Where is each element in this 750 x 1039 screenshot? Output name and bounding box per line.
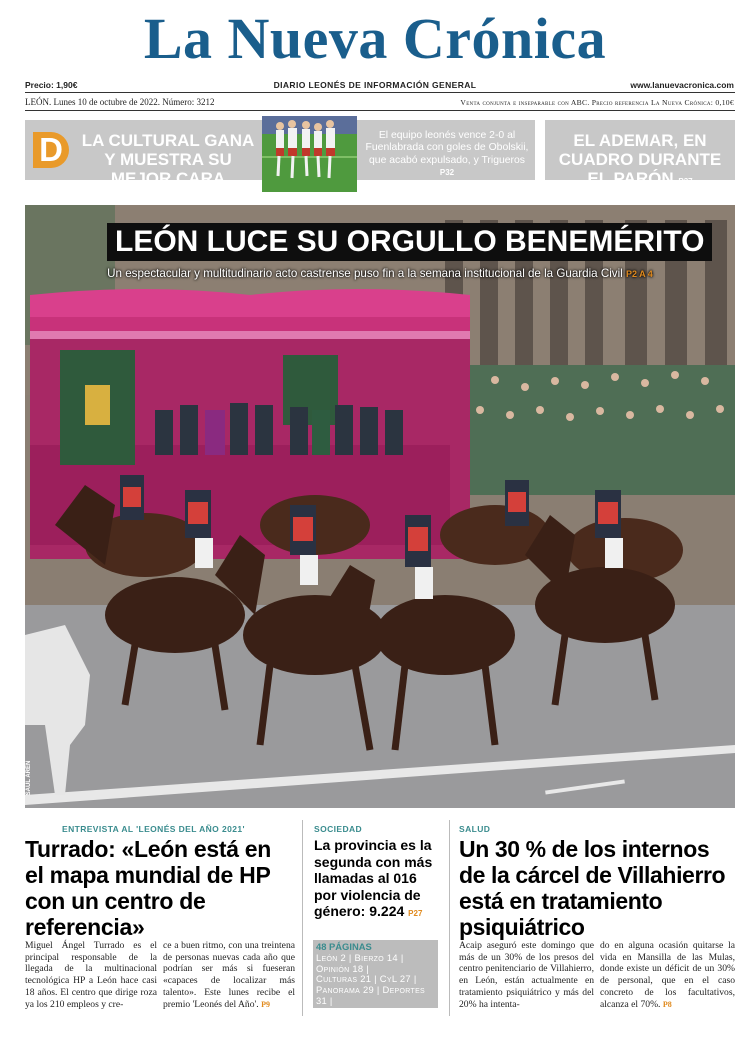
tagline: DIARIO LEONÉS DE INFORMACIÓN GENERAL — [273, 80, 477, 90]
promo-cultural[interactable] — [25, 120, 262, 188]
left-story-col1: Miguel Ángel Turrado es el principal responsable de la llegada de la multinacional tecnológica HP a León hace casi 18 años. El centro que dirige roza ya los 210 empleos y cre- — [25, 940, 157, 1010]
website-link[interactable]: www.lanuevacronica.com — [630, 80, 734, 90]
lead-headline: LEÓN LUCE SU ORGULLO BENEMÉRITO — [107, 223, 712, 261]
right-story-col2: do en alguna ocasión quitarse la vida en Mansilla de las Mulas, donde existe un déficit de un 30% de personal, que en el caso concreto de los facultativos, alcanza el 70%. — [600, 940, 735, 1010]
promo-cultural-page: P32 — [439, 168, 455, 178]
right-story-headline[interactable]: Un 30 % de los internos de la cárcel de Villahierro está en tratamiento psiquiátrico — [459, 836, 726, 940]
index-line-1: León 2 | Bierzo 14 | Opinión 18 | — [316, 951, 404, 974]
index-line-3: Panorama 29 | Deportes 31 | — [316, 984, 426, 1006]
index-line-4: Servicios 39 | Tiempo 43 | — [316, 1005, 431, 1017]
left-story-col2: ce a buen ritmo, con una treintena de personas nuevas cada año que podrían ser más si fueseran «capaces de localizar más talento». Este lunes recibe el premio 'Leonés del Año'. — [163, 940, 295, 1010]
column-divider-right — [449, 820, 450, 1016]
photo-credit: SAÚL ARÉN — [26, 760, 32, 796]
promo-cultural-summary: El equipo leonés vence 2-0 al Fuenlabrada con goles de Obolskii, que acabó expulsado, y Trigueros — [365, 130, 529, 166]
index-line-6: A la contra 48 — [316, 1027, 383, 1039]
lead-subhead: Un espectacular y multitudinario acto castrense puso fin a la semana institucional de la Guardia Civil — [107, 267, 623, 280]
masthead-rule-top — [25, 92, 735, 93]
dateline: LEÓN. Lunes 10 de octubre de 2022. Número: 3212 — [25, 97, 215, 107]
index-line-5: Cines 45 | Televisión 46 | — [316, 1016, 429, 1028]
lead-page-ref: P2 A 4 — [625, 269, 653, 279]
page-index-box — [313, 940, 438, 1039]
column-divider-left — [302, 820, 303, 1016]
right-story-kicker: SALUD — [459, 824, 491, 834]
index-line-2: Culturas 21 | CyL 27 | — [316, 973, 417, 985]
right-story-page: P8 — [662, 999, 672, 1009]
left-story-page: P9 — [261, 999, 270, 1009]
left-story-headline[interactable]: Turrado: «León está en el mapa mundial de HP con un centro de referencia» — [25, 836, 272, 940]
middle-story-page: P27 — [408, 909, 423, 918]
promo-cultural-text[interactable] — [357, 120, 535, 180]
promo-ademar-headline: EL ADEMAR, EN CUADRO DURANTE EL PARÓN — [558, 131, 722, 188]
index-page-count: 48 PÁGINAS — [316, 941, 372, 952]
promo-cultural-headline: LA CULTURAL GANA Y MUESTRA SU MEJOR CARA — [81, 131, 255, 188]
promo-football-photo — [262, 116, 357, 192]
left-story-kicker: ENTREVISTA AL 'LEONÉS DEL AÑO 2021' — [62, 824, 245, 834]
middle-story-headline[interactable]: La provincia es la segunda con más llamadas al 016 por violencia de género: 9.224 — [314, 837, 433, 919]
joint-sale-note: Venta conjunta e inseparable con ABC. Precio referencia La Nueva Crónica: 0,10€ — [460, 98, 734, 107]
promo-ademar-page: P37 — [678, 177, 693, 186]
promo-ademar[interactable] — [545, 120, 735, 188]
sports-section-letter: D — [33, 132, 69, 168]
lead-photo — [25, 205, 735, 808]
masthead-title: La Nueva Crónica — [143, 6, 607, 71]
lead-photo-illustration — [25, 205, 735, 808]
price-label: Precio: 1,90€ — [25, 80, 78, 90]
middle-story-kicker: SOCIEDAD — [314, 824, 363, 834]
right-story-col1: Acaip aseguró este domingo que más de un 30% de los presos del centro penitenciario de Villahierro, en León, están actualmente en tratamiento psiquiátrico y más del 20% ha intenta- — [459, 940, 594, 1010]
masthead-rule-bottom — [25, 110, 735, 111]
